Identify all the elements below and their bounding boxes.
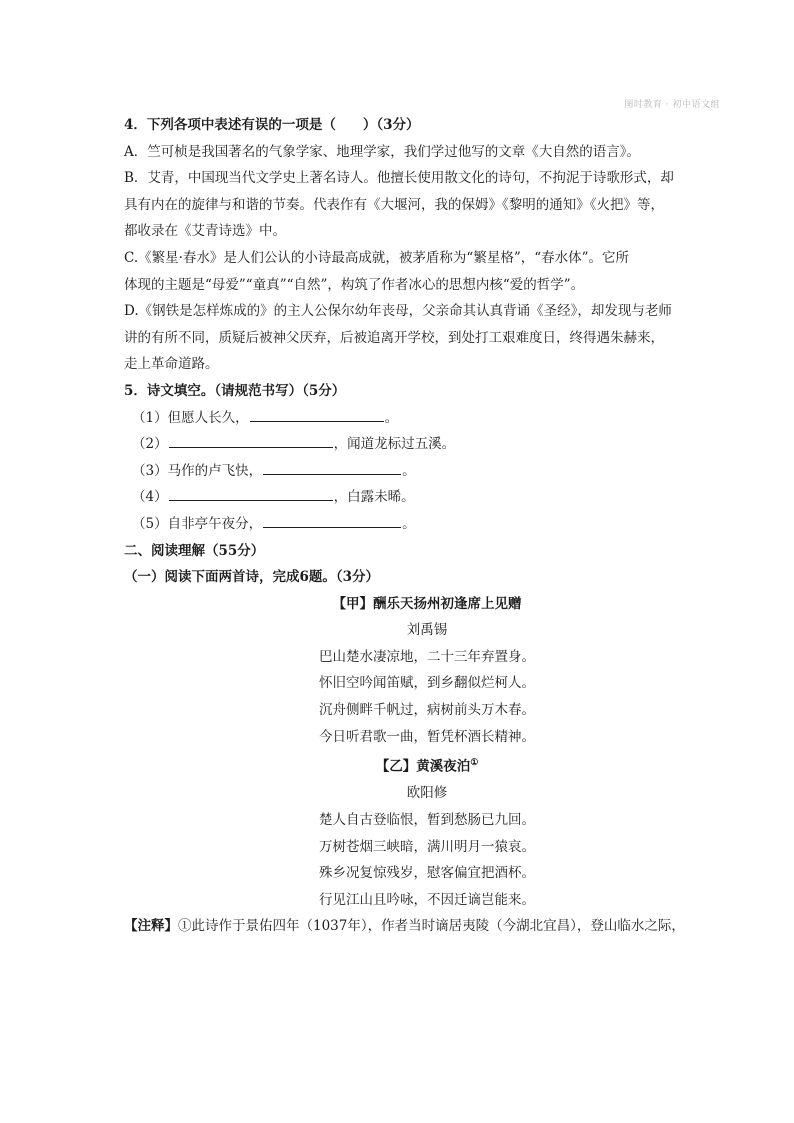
- reading-part-1-instruction: （一）阅读下面两首诗，完成6题。（3分）: [124, 569, 380, 586]
- question-4-option-d-line2: 讲的有所不同，质疑后被神父厌弃，后被追离开学校，到处打工艰难度日，终得遇朱赫来，: [124, 329, 664, 346]
- item-text-before: 但愿人长久，: [167, 409, 249, 426]
- item-number: （2）: [132, 436, 168, 453]
- answer-blank[interactable]: [169, 432, 333, 448]
- question-4-option-b-line3: 都收录在《艾青诗选》中。: [124, 223, 286, 240]
- answer-blank[interactable]: [250, 406, 384, 422]
- fill-blank-item-5: [124, 511, 730, 538]
- question-4-stem: 4．下列各项中表述有误的一项是（ ）（3分）: [124, 117, 420, 133]
- item-text-after: 。: [402, 462, 416, 479]
- fill-blank-item-4: [124, 484, 730, 511]
- poem-a-author: 刘禹锡: [406, 622, 448, 639]
- poem-a-line: 怀旧空吟闻笛赋，到乡翻似烂柯人。: [319, 675, 535, 692]
- poem-b-line: 行见江山且吟咏，不因迁谪岂能来。: [319, 891, 535, 908]
- poem-b-line: 万树苍烟三峡暗，满川明月一猿哀。: [319, 838, 535, 855]
- page-content: [124, 112, 730, 940]
- fill-blank-item-3: [124, 458, 730, 485]
- item-number: （1）: [132, 409, 168, 426]
- fill-blank-item-2: [124, 431, 730, 458]
- poem-b-title: 【乙】黄溪夜泊: [375, 758, 471, 775]
- poem-a-line: 沉舟侧畔千帆过，病树前头万木春。: [319, 702, 535, 719]
- question-4-option-b-line2: 具有内在的旋律与和谐的节奏。代表作有《大堰河，我的保姆》《黎明的通知》《火把》等，: [124, 196, 664, 213]
- item-number: （4）: [132, 489, 168, 506]
- item-number: （5）: [132, 515, 168, 532]
- annotation: [124, 913, 730, 940]
- question-4-option-d-line1: D.《钢铁是怎样炼成的》的主人公保尔幼年丧母，父亲命其认真背诵《圣经》，却发现与老师: [124, 303, 672, 320]
- question-4-option-d-line3: 走上革命道路。: [124, 356, 219, 373]
- footnote-marker: ①: [470, 758, 479, 769]
- answer-blank[interactable]: [263, 459, 401, 475]
- annotation-label: 【注释】: [124, 918, 178, 935]
- item-text-after: 。: [384, 409, 399, 426]
- item-text-before: 自非亭午夜分，: [167, 515, 263, 532]
- answer-blank[interactable]: [263, 512, 401, 528]
- header-mark: 图时教育 · 初中语文组: [624, 100, 720, 110]
- section-title: 二、阅读理解（55分）: [124, 542, 265, 559]
- question-5-stem: 5．诗文填空。（请规范书写）（5分）: [124, 382, 346, 399]
- answer-blank[interactable]: [169, 485, 333, 501]
- poem-b-line: 殊乡况复惊残岁，慰客偏宜把酒杯。: [319, 865, 535, 882]
- poem-b-author: 欧阳修: [406, 785, 448, 802]
- poem-b-title-row: [124, 750, 730, 780]
- item-text-before: 马作的卢飞快，: [167, 462, 263, 479]
- poem-b-line: 楚人自古登临恨，暂到愁肠已九回。: [319, 811, 535, 828]
- annotation-text: ①此诗作于景佑四年（1037年），作者当时谪居夷陵（今湖北宜昌），登山临水之际，: [178, 918, 685, 935]
- question-4-option-b-line1: B．艾青，中国现当代文学史上著名诗人。他擅长使用散文化的诗句，不拘泥于诗歌形式，却: [124, 170, 674, 187]
- question-4-option-c-line2: 体现的主题是“母爱”“童真”“自然”，构筑了作者冰心的思想内核“爱的哲学”。: [124, 276, 585, 293]
- fill-blank-item-1: [124, 405, 730, 432]
- item-text-after: ，白露未晞。: [333, 489, 415, 506]
- question-4-option-a: A．竺可桢是我国著名的气象学家、地理学家，我们学过他写的文章《大自然的语言》。: [124, 143, 640, 160]
- item-text-after: 。: [402, 515, 416, 532]
- poem-a-line: 今日听君歌一曲，暂凭杯酒长精神。: [319, 728, 535, 745]
- item-text-after: ，闻道龙标过五溪。: [333, 436, 456, 453]
- item-number: （3）: [132, 462, 168, 479]
- poem-a-title: 【甲】酬乐天扬州初逢席上见赠: [332, 595, 522, 612]
- question-4-option-c-line1: C.《繁星·春水》是人们公认的小诗最高成就，被茅盾称为“繁星格”，“春水体”。它所: [124, 249, 630, 266]
- poem-a-line: 巴山楚水凄凉地，二十三年弃置身。: [319, 648, 535, 665]
